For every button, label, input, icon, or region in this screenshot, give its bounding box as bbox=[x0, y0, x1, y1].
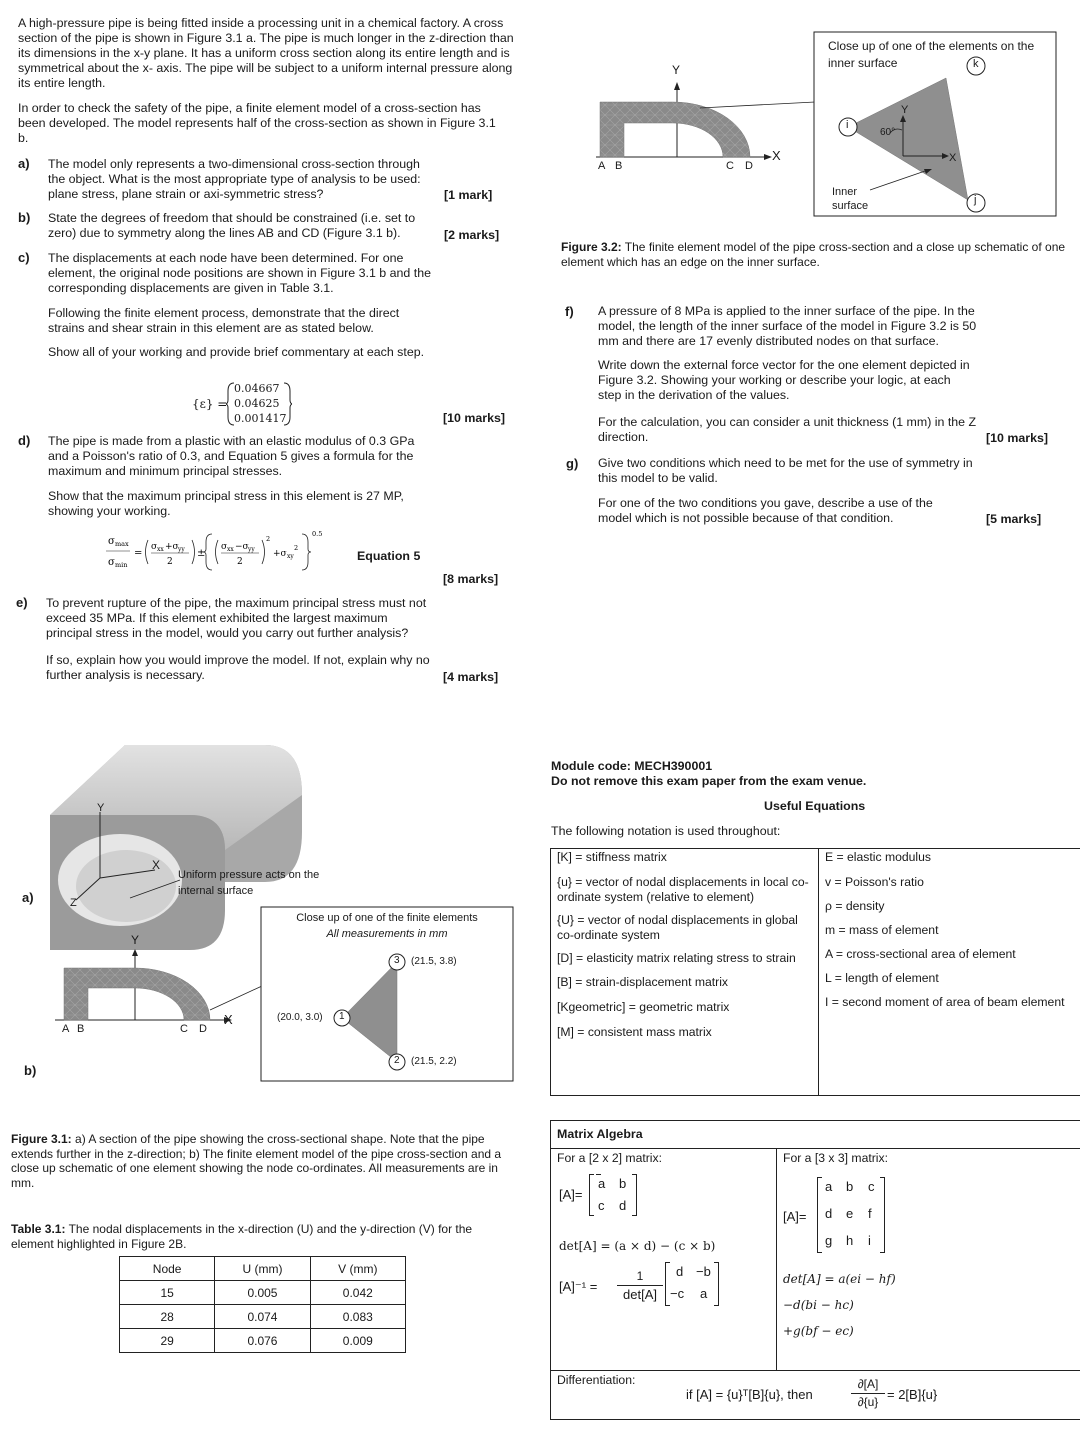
strain-vector-lhs: {ε} = bbox=[192, 397, 228, 411]
notation-area: A = cross-sectional area of element bbox=[825, 947, 1016, 961]
table-cell: 29 bbox=[120, 1329, 215, 1353]
svg-text:±: ± bbox=[197, 548, 206, 559]
intro-paragraph-1: A high-pressure pipe is being fitted inside a processing unit in a chemical factory. A cross section of the pipe is shown in Figure 3.1 a. The pipe is much longer in the z-direction than its dimensions in the x-y plane. It has a uniform cross section along its entire length and is symmetrical about the x- axis. The pipe will be subject to a uniform internal pressure along its entire length. bbox=[18, 16, 514, 90]
differentiation-rhs: = 2[B]{u} bbox=[887, 1387, 938, 1402]
equation-5-label: Equation 5 bbox=[357, 549, 421, 563]
inv-minus-c: −c bbox=[670, 1286, 685, 1301]
question-b-marks: [2 marks] bbox=[444, 228, 500, 242]
det-3x3-line-3: +g(bf − ec) bbox=[783, 1324, 854, 1338]
det-3x3-line-2: −d(bi − hc) bbox=[783, 1298, 854, 1312]
inverse-matrix bbox=[665, 1262, 719, 1306]
module-code: Module code: MECH390001 bbox=[551, 759, 713, 773]
fig31-b-axis-y: Y bbox=[131, 933, 140, 947]
question-f-label: f) bbox=[565, 304, 574, 319]
fig31-label-a: a) bbox=[22, 890, 34, 905]
fig31-node-2: 2 bbox=[394, 1055, 400, 1066]
question-e-marks: [4 marks] bbox=[443, 670, 499, 684]
m2-a: a bbox=[598, 1176, 606, 1191]
fig31-axis-y: Y bbox=[97, 802, 105, 814]
fig32-pt-b: B bbox=[615, 160, 623, 172]
useful-equations-title: Useful Equations bbox=[764, 799, 866, 813]
notation-length: L = length of element bbox=[825, 971, 939, 985]
svg-text:yy: yy bbox=[248, 546, 255, 553]
matrix-2x2-lhs: [A]= bbox=[559, 1187, 583, 1202]
figure-3-1-caption-text: a) A section of the pipe showing the cross-sectional shape. Note that the pipe extends further in the z-direction; b) The finite element model of the pipe cross-section and a close up schematic of one element showing the node co-ordinates. All measurements are in mm. bbox=[11, 1132, 502, 1190]
question-d-label: d) bbox=[18, 433, 31, 448]
question-a-text: The model only represents a two-dimensional cross-section through the object. What is the most appropriate type of analysis to be used: plane stress, plane strain or axi-symmetric stress? bbox=[48, 157, 421, 201]
table-row bbox=[120, 1329, 406, 1353]
svg-text:xy: xy bbox=[287, 553, 294, 560]
question-f-text2: Write down the external force vector for the one element depicted in Figure 3.2. Showing your working or describe your logic, at each step in the derivation of the values. bbox=[598, 358, 970, 402]
svg-text:−σ: −σ bbox=[235, 542, 249, 552]
fig32-local-x: X bbox=[949, 152, 957, 164]
differentiation-lhs: if [A] = {u}ᵀ[B]{u}, then bbox=[686, 1387, 813, 1402]
fig32-local-y: Y bbox=[901, 104, 909, 116]
inv-a: a bbox=[700, 1286, 708, 1301]
fig31-closeup-sub: All measurements in mm bbox=[326, 928, 448, 940]
notation-u: {u} = vector of nodal displacements in local co-ordinate system (relative to element) bbox=[557, 875, 809, 904]
question-d-text2: Show that the maximum principal stress in this element is 27 MP, showing your working. bbox=[48, 489, 404, 518]
matrix-algebra-box bbox=[550, 1120, 1080, 1420]
m3-i: i bbox=[868, 1233, 871, 1248]
matrix-3x3 bbox=[817, 1177, 885, 1253]
question-f-text3: For the calculation, you can consider a unit thickness (1 mm) in the Z direction. bbox=[598, 415, 977, 444]
m3-b: b bbox=[846, 1179, 854, 1194]
fig31-node-3-coord: (21.5, 3.8) bbox=[411, 956, 457, 967]
fig32-inner-surface: Inner surface bbox=[832, 186, 869, 212]
svg-text:max: max bbox=[115, 540, 129, 548]
svg-text:σ: σ bbox=[108, 536, 115, 547]
m3-d: d bbox=[825, 1206, 833, 1221]
table-3-1-caption bbox=[11, 1222, 501, 1251]
svg-text:+σ: +σ bbox=[273, 549, 287, 559]
notation-box bbox=[550, 848, 1080, 1096]
fig31-node-2-coord: (21.5, 2.2) bbox=[411, 1056, 457, 1067]
fig32-axis-y: Y bbox=[672, 63, 681, 77]
notation-right-list bbox=[825, 850, 1075, 1010]
fig32-axis-x: X bbox=[772, 148, 781, 163]
m3-c: c bbox=[868, 1179, 875, 1194]
table-cell: 0.076 bbox=[215, 1329, 310, 1353]
fig31-pt-a: A bbox=[62, 1023, 70, 1035]
inv-d: d bbox=[676, 1264, 684, 1279]
notation-rho: ρ = density bbox=[825, 899, 885, 913]
table-3-1-caption-text: The nodal displacements in the x-direction (U) and the y-direction (V) for the element highlighted in Figure 2B. bbox=[11, 1222, 473, 1251]
table-row bbox=[120, 1305, 406, 1329]
notation-inertia: I = second moment of area of beam element bbox=[825, 995, 1065, 1009]
differentiation-label: Differentiation: bbox=[557, 1373, 636, 1387]
fig31-closeup-title: Close up of one of the finite elements bbox=[296, 912, 478, 924]
table-header-row bbox=[120, 1257, 406, 1281]
notation-intro: The following notation is used throughout: bbox=[551, 824, 781, 838]
fig32-node-i: i bbox=[846, 119, 849, 131]
fig32-node-j: j bbox=[974, 194, 977, 206]
question-c-text2: Following the finite element process, demonstrate that the direct strains and shear strain in this element are as stated below. bbox=[48, 306, 400, 335]
figure-3-1 bbox=[10, 740, 520, 1085]
figure-3-2-caption-text: The finite element model of the pipe cross-section and a close up schematic of one element which has an edge on the inner surface. bbox=[561, 240, 1066, 269]
figure-3-1-caption bbox=[11, 1132, 516, 1190]
question-f-marks: [10 marks] bbox=[986, 431, 1048, 445]
table-cell: 0.042 bbox=[310, 1281, 405, 1305]
inverse-denominator: det[A] bbox=[623, 1287, 657, 1302]
strain-exx: 0.04667 bbox=[234, 382, 280, 395]
inv-minus-b: −b bbox=[696, 1264, 711, 1279]
det-3x3-line-1: det[A] = a(ei − hf) bbox=[783, 1272, 896, 1286]
strain-gxy: 0.001417 bbox=[234, 412, 287, 425]
fig32-closeup-title: Close up of one of the elements on the inner surface bbox=[828, 39, 1035, 70]
question-e-text2: If so, explain how you would improve the model. If not, explain why no further analysis is necessary. bbox=[46, 653, 430, 682]
strain-vector bbox=[226, 381, 292, 427]
svg-text:σ: σ bbox=[108, 557, 115, 568]
notation-k: [K] = stiffness matrix bbox=[557, 850, 667, 864]
svg-text:2: 2 bbox=[266, 535, 271, 543]
fig31-pt-c: C bbox=[180, 1023, 188, 1035]
differentiation-numerator: ∂[A] bbox=[857, 1377, 879, 1391]
m3-g: g bbox=[825, 1233, 833, 1248]
question-d-text: The pipe is made from a plastic with an elastic modulus of 0.3 GPa and a Poisson's ratio of 0.3, and Equation 5 gives a formula for the maximum and minimum principal stresses. bbox=[48, 434, 415, 478]
question-a-label: a) bbox=[18, 156, 30, 171]
notation-nu: v = Poisson's ratio bbox=[825, 875, 924, 889]
question-g-marks: [5 marks] bbox=[986, 512, 1042, 526]
question-g-text2: For one of the two conditions you gave, describe a use of the model which is not possible because of that condition. bbox=[598, 496, 933, 525]
matrix-3x3-head: For a [3 x 3] matrix: bbox=[783, 1151, 888, 1165]
table-cell: 15 bbox=[120, 1281, 215, 1305]
matrix-2x2 bbox=[589, 1174, 637, 1216]
matrix-3x3-lhs: [A]= bbox=[783, 1209, 807, 1224]
svg-text:2: 2 bbox=[167, 557, 173, 567]
notation-left-list bbox=[557, 850, 815, 1040]
fig31-pressure-note: Uniform pressure acts on the internal surface bbox=[178, 869, 320, 897]
matrix-algebra-title: Matrix Algebra bbox=[557, 1127, 643, 1141]
table-cell: 28 bbox=[120, 1305, 215, 1329]
inverse-numerator: 1 bbox=[636, 1269, 644, 1283]
notation-b: [B] = strain-displacement matrix bbox=[557, 975, 729, 989]
question-c-text: The displacements at each node have been determined. For one element, the original node positions are shown in Figure 3.1 b and the corresponding displacements are given in Table 3.1. bbox=[48, 251, 431, 295]
question-b-text: State the degrees of freedom that should be constrained (i.e. set to zero) due to symmetry along the lines AB and CD (Figure 3.1 b). bbox=[48, 211, 416, 240]
question-c-marks: [10 marks] bbox=[443, 411, 505, 425]
svg-text:0.5: 0.5 bbox=[312, 530, 323, 538]
m3-f: f bbox=[868, 1206, 872, 1221]
m2-b: b bbox=[619, 1176, 627, 1191]
m3-e: e bbox=[846, 1206, 854, 1221]
question-c-text3: Show all of your working and provide brief commentary at each step. bbox=[48, 345, 425, 359]
svg-text:yy: yy bbox=[178, 546, 185, 553]
m3-a: a bbox=[825, 1179, 833, 1194]
m2-c: c bbox=[598, 1198, 605, 1213]
question-g-text: Give two conditions which need to be met for the use of symmetry in this model to be valid. bbox=[598, 456, 973, 485]
notation-mass: m = mass of element bbox=[825, 923, 939, 937]
fig31-b-axis-x: X bbox=[224, 1012, 233, 1027]
m3-h: h bbox=[846, 1233, 854, 1248]
figure-3-1-caption-label: Figure 3.1: bbox=[11, 1132, 72, 1146]
table-header-u: U (mm) bbox=[215, 1257, 310, 1281]
notation-m: [M] = consistent mass matrix bbox=[557, 1025, 712, 1039]
figure-3-2-caption-label: Figure 3.2: bbox=[561, 240, 622, 254]
differentiation-denominator: ∂{u} bbox=[857, 1395, 879, 1409]
question-a-marks: [1 mark] bbox=[444, 188, 493, 202]
svg-text:xx: xx bbox=[157, 546, 164, 553]
notation-U: {U} = vector of nodal displacements in global co-ordinate system bbox=[557, 913, 798, 942]
notation-e: E = elastic modulus bbox=[825, 850, 932, 864]
intro-paragraph-2: In order to check the safety of the pipe, a finite element model of a cross-section has been developed. The model represents half of the cross-section as shown in Figure 3.1 b. bbox=[18, 101, 496, 145]
svg-text:2: 2 bbox=[294, 544, 299, 552]
inverse-lhs: [A]⁻¹ = bbox=[559, 1279, 598, 1294]
m2-d: d bbox=[619, 1198, 627, 1213]
fig31-axis-x: X bbox=[152, 858, 161, 872]
table-cell: 0.083 bbox=[310, 1305, 405, 1329]
svg-text:σ: σ bbox=[221, 542, 228, 552]
table-row bbox=[120, 1281, 406, 1305]
equation-5 bbox=[106, 530, 356, 576]
svg-text:=: = bbox=[134, 548, 143, 559]
question-e-label: e) bbox=[16, 595, 28, 610]
question-e-text: To prevent rupture of the pipe, the maximum principal stress must not exceed 35 MPa. If this element exhibited the largest maximum principal stress in the model, would you carry out further analysis? bbox=[46, 596, 427, 640]
svg-text:2: 2 bbox=[237, 557, 243, 567]
table-cell: 0.005 bbox=[215, 1281, 310, 1305]
fig32-pt-c: C bbox=[726, 160, 734, 172]
question-f-text: A pressure of 8 MPa is applied to the inner surface of the pipe. In the model, the length of the inner surface of the model in Figure 3.2 is 50 mm and there are 17 evenly distributed nodes on that surface. bbox=[598, 304, 977, 348]
question-g-label: g) bbox=[566, 456, 579, 471]
fig32-pt-d: D bbox=[745, 160, 753, 172]
table-header-node: Node bbox=[120, 1257, 215, 1281]
svg-text:min: min bbox=[115, 561, 128, 569]
matrix-2x2-head: For a [2 x 2] matrix: bbox=[557, 1151, 662, 1165]
fig31-node-3: 3 bbox=[394, 955, 400, 966]
strain-eyy: 0.04625 bbox=[234, 397, 280, 410]
table-cell: 0.074 bbox=[215, 1305, 310, 1329]
svg-text:xx: xx bbox=[227, 546, 234, 553]
table-cell: 0.009 bbox=[310, 1329, 405, 1353]
table-header-v: V (mm) bbox=[310, 1257, 405, 1281]
svg-text:+σ: +σ bbox=[165, 542, 179, 552]
notation-d: [D] = elasticity matrix relating stress to strain bbox=[557, 951, 796, 965]
fig31-pt-b: B bbox=[77, 1023, 85, 1035]
figure-3-2-caption bbox=[561, 240, 1071, 269]
fig32-node-k: k bbox=[973, 58, 979, 70]
question-d-marks: [8 marks] bbox=[443, 572, 499, 586]
fig32-angle: 60° bbox=[880, 127, 896, 138]
det-2x2: det[A] = (a × d) − (c × b) bbox=[559, 1239, 716, 1253]
notation-kgeo: [Kgeometric] = geometric matrix bbox=[557, 1000, 730, 1014]
fig31-node-1: 1 bbox=[339, 1011, 345, 1022]
question-b-label: b) bbox=[18, 210, 31, 225]
fig32-pt-a: A bbox=[598, 160, 606, 172]
module-warning: Do not remove this exam paper from the exam venue. bbox=[551, 774, 867, 788]
question-c-label: c) bbox=[18, 250, 30, 265]
fig31-label-b: b) bbox=[24, 1063, 37, 1078]
svg-text:σ: σ bbox=[151, 542, 158, 552]
fig31-pt-d: D bbox=[199, 1023, 207, 1035]
table-3-1-caption-label: Table 3.1: bbox=[11, 1222, 66, 1236]
table-3-1 bbox=[119, 1256, 406, 1353]
fig31-node-1-coord: (20.0, 3.0) bbox=[277, 1012, 323, 1023]
fig31-axis-z: Z bbox=[70, 897, 77, 909]
figure-3-2 bbox=[560, 30, 1080, 230]
